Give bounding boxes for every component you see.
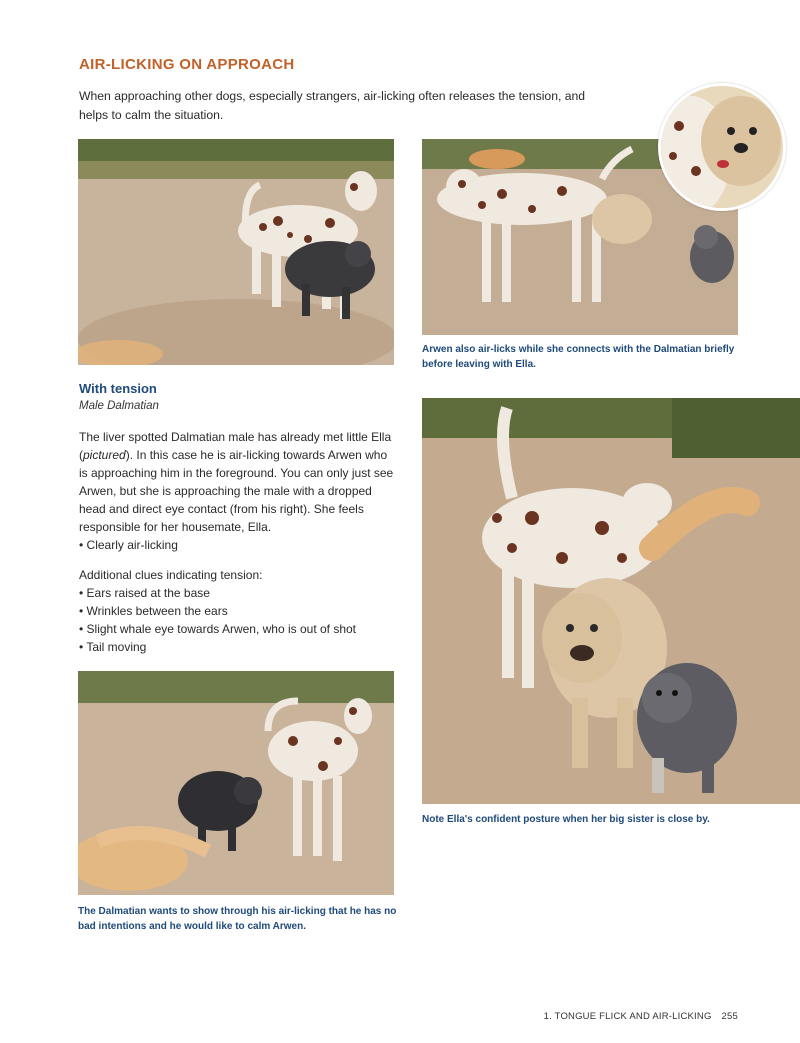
page-footer: [544, 1011, 738, 1022]
intro-paragraph: When approaching other dogs, especially strangers, air-licking often releases the tension, and helps to calm the situation.: [79, 89, 586, 122]
body-paragraph: [79, 428, 399, 554]
inset-closeup-arwen-air-licking: [658, 83, 786, 211]
photo-dalmatian-and-small-dog: [78, 139, 394, 365]
clues-heading: Additional clues indicating tension:: [79, 568, 263, 582]
list-item: • Wrinkles between the ears: [79, 604, 228, 618]
list-item: • Slight whale eye towards Arwen, who is out of shot: [79, 622, 357, 636]
paragraph-part-2: ). In this case he is air-licking towards Arwen who is approaching him in the foreground. You can only just see Arwen, but she is approaching the male with a dropped head and direct eye contact (from his right). She feels responsible for her housemate, Ella.: [79, 448, 394, 534]
page-number: 255: [721, 1011, 738, 1022]
caption-large-right: Note Ella's confident posture when her big sister is close by.: [422, 814, 710, 825]
subsection-title: With tension: [79, 381, 157, 396]
paragraph-part-1: The liver spotted Dalmatian male has already met little Ella (: [79, 430, 392, 462]
photo-dalmatian-calming-arwen: [78, 671, 394, 895]
section-heading: AIR-LICKING ON APPROACH: [79, 56, 295, 73]
pictured-emphasis: pictured: [83, 448, 126, 462]
footer-chapter: 1. TONGUE FLICK AND AIR-LICKING: [543, 1011, 712, 1022]
subsection-subtitle: Male Dalmatian: [79, 400, 159, 412]
list-item: • Tail moving: [79, 640, 147, 654]
caption-bottom-left: The Dalmatian wants to show through his air-licking that he has no bad intentions and he would like to calm Arwen.: [78, 906, 397, 932]
photo-ella-confident-posture: [422, 398, 800, 804]
clues-list: [79, 584, 356, 656]
bullet-main: • Clearly air-licking: [79, 538, 178, 552]
caption-top-right: Arwen also air-licks while she connects with the Dalmatian briefly before leaving with Ella.: [422, 344, 735, 370]
list-item: • Ears raised at the base: [79, 586, 210, 600]
